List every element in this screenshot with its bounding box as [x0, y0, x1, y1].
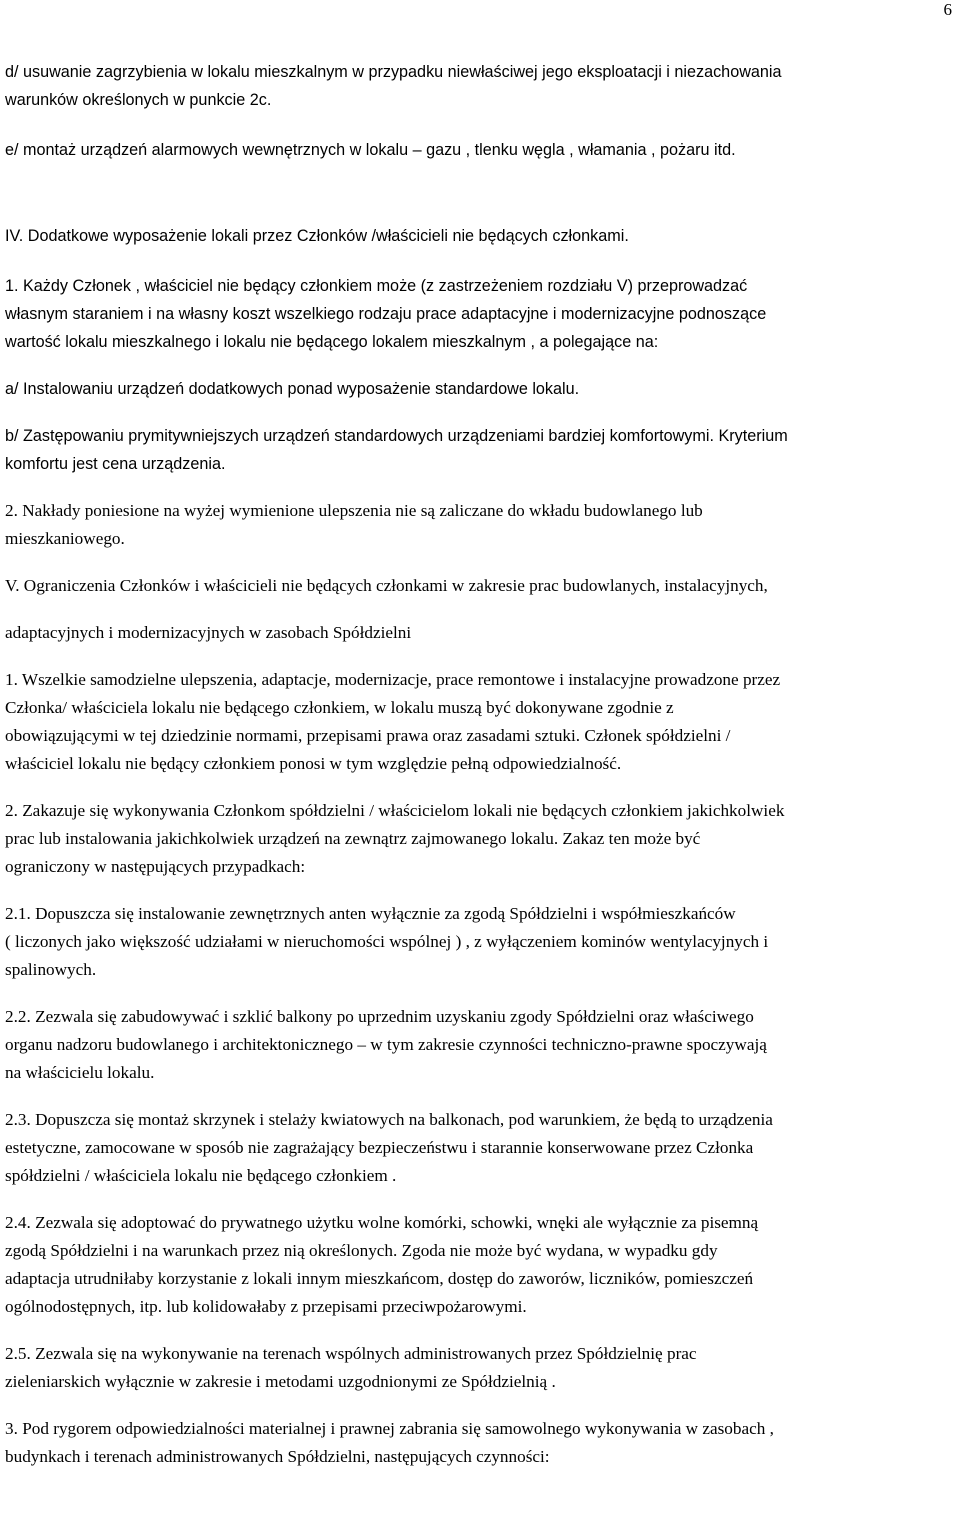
document-body	[5, 58, 960, 1471]
section-v-item-1	[5, 666, 960, 778]
text-line: obowiązującymi w tej dziedzinie normami, przepisami prawa oraz zasadami sztuki. Członek spółdzielni /	[5, 726, 731, 745]
text-line: organu nadzoru budowlanego i architektonicznego – w tym zakresie czynności techniczno-prawne spoczywają	[5, 1035, 767, 1054]
section-iv-item-2	[5, 497, 960, 553]
text-line: d/ usuwanie zagrzybienia w lokalu mieszkalnym w przypadku niewłaściwej jego eksploatacji i niezachowania	[5, 63, 782, 81]
text-line: a/ Instalowaniu urządzeń dodatkowych ponad wyposażenie standardowe lokalu.	[5, 380, 580, 398]
text-line: estetyczne, zamocowane w sposób nie zagrażający bezpieczeństwu i starannie konserwowane przez Członka	[5, 1138, 754, 1157]
text-line: ograniczony w następujących przypadkach:	[5, 857, 306, 876]
section-v-item-2-2	[5, 1003, 960, 1087]
text-line: V. Ograniczenia Członków i właścicieli nie będących członkami w zakresie prac budowlanych, instalacyjnych,	[5, 576, 768, 595]
text-line: na właścicielu lokalu.	[5, 1063, 155, 1082]
text-line: właściciel lokalu nie będący członkiem ponosi w tym względzie pełną odpowiedzialność.	[5, 754, 622, 773]
text-line: IV. Dodatkowe wyposażenie lokali przez Członków /właścicieli nie będących członkami.	[5, 227, 629, 245]
text-line: ogólnodostępnych, itp. lub kolidowałaby z przepisami przeciwpożarowymi.	[5, 1297, 527, 1316]
text-line: Członka/ właściciela lokalu nie będącego członkiem, w lokalu muszą być dokonywane zgodnie z	[5, 698, 674, 717]
text-line: 2. Nakłady poniesione na wyżej wymienione ulepszenia nie są zaliczane do wkładu budowlanego lub	[5, 501, 703, 520]
text-line: 2. Zakazuje się wykonywania Członkom spółdzielni / właścicielom lokali nie będących członkiem jakichkolwiek	[5, 801, 785, 820]
section-v-heading	[5, 572, 960, 600]
text-line: 2.3. Dopuszcza się montaż skrzynek i stelaży kwiatowych na balkonach, pod warunkiem, że będą to urządzenia	[5, 1110, 773, 1129]
section-v-item-2-3	[5, 1106, 960, 1190]
text-line: e/ montaż urządzeń alarmowych wewnętrznych w lokalu – gazu , tlenku węgla , włamania , pożaru itd.	[5, 141, 736, 159]
text-line: 3. Pod rygorem odpowiedzialności materialnej i prawnej zabrania się samowolnego wykonywania w zasobach ,	[5, 1419, 774, 1438]
text-line: komfortu jest cena urządzenia.	[5, 455, 226, 473]
text-line: 2.4. Zezwala się adoptować do prywatnego użytku wolne komórki, schowki, wnęki ale wyłącznie za pisemną	[5, 1213, 759, 1232]
text-line: mieszkaniowego.	[5, 529, 125, 548]
text-line: adaptacyjnych i modernizacyjnych w zasobach Spółdzielni	[5, 623, 412, 642]
paragraph-e-alarm-devices	[5, 136, 960, 164]
text-line: spółdzielni / właściciela lokalu nie będącego członkiem .	[5, 1166, 397, 1185]
section-v-item-2-4	[5, 1209, 960, 1321]
section-iv-item-a	[5, 375, 960, 403]
text-line: zgodą Spółdzielni i na warunkach przez nią określonych. Zgoda nie może być wydana, w wypadku gdy	[5, 1241, 718, 1260]
text-line: ( liczonych jako większość udziałami w nieruchomości wspólnej ) , z wyłączeniem kominów wentylacyjnych i	[5, 932, 769, 951]
text-line: adaptacja utrudniłaby korzystanie z lokali innym mieszkańcom, dostęp do zaworów, liczników, pomieszczeń	[5, 1269, 754, 1288]
section-v-item-2	[5, 797, 960, 881]
text-line: wartość lokalu mieszkalnego i lokalu nie będącego lokalem mieszkalnym , a polegające na:	[5, 333, 659, 351]
text-line: budynkach i terenach administrowanych Spółdzielni, następujących czynności:	[5, 1447, 550, 1466]
text-line: 1. Każdy Członek , właściciel nie będący członkiem może (z zastrzeżeniem rozdziału V) przeprowadzać	[5, 277, 748, 295]
text-line: prac lub instalowania jakichkolwiek urządzeń na zewnątrz zajmowanego lokalu. Zakaz ten może być	[5, 829, 701, 848]
text-line: własnym staraniem i na własny koszt wszelkiego rodzaju prace adaptacyjne i modernizacyjne podnoszące	[5, 305, 767, 323]
section-iv-heading	[5, 222, 960, 250]
text-line: 1. Wszelkie samodzielne ulepszenia, adaptacje, modernizacje, prace remontowe i instalacyjne prowadzone przez	[5, 670, 781, 689]
text-line: 2.5. Zezwala się na wykonywanie na terenach wspólnych administrowanych przez Spółdzielnię prac	[5, 1344, 697, 1363]
text-line: b/ Zastępowaniu prymitywniejszych urządzeń standardowych urządzeniami bardziej komfortowymi. Kryterium	[5, 427, 788, 445]
page-number: 6	[943, 0, 952, 19]
text-line: 2.1. Dopuszcza się instalowanie zewnętrznych anten wyłącznie za zgodą Spółdzielni i współmieszkańców	[5, 904, 736, 923]
section-iv-item-b	[5, 422, 960, 478]
paragraph-d-mold-removal	[5, 58, 960, 114]
text-line: 2.2. Zezwala się zabudowywać i szklić balkony po uprzednim uzyskaniu zgody Spółdzielni oraz właściwego	[5, 1007, 754, 1026]
text-line: warunków określonych w punkcie 2c.	[5, 91, 272, 109]
section-v-heading-continued	[5, 619, 960, 647]
section-v-item-2-1	[5, 900, 960, 984]
section-v-item-3	[5, 1415, 960, 1471]
section-v-item-2-5	[5, 1340, 960, 1396]
section-iv-item-1	[5, 272, 960, 356]
text-line: spalinowych.	[5, 960, 97, 979]
text-line: zieleniarskich wyłącznie w zakresie i metodami uzgodnionymi ze Spółdzielnią .	[5, 1372, 556, 1391]
